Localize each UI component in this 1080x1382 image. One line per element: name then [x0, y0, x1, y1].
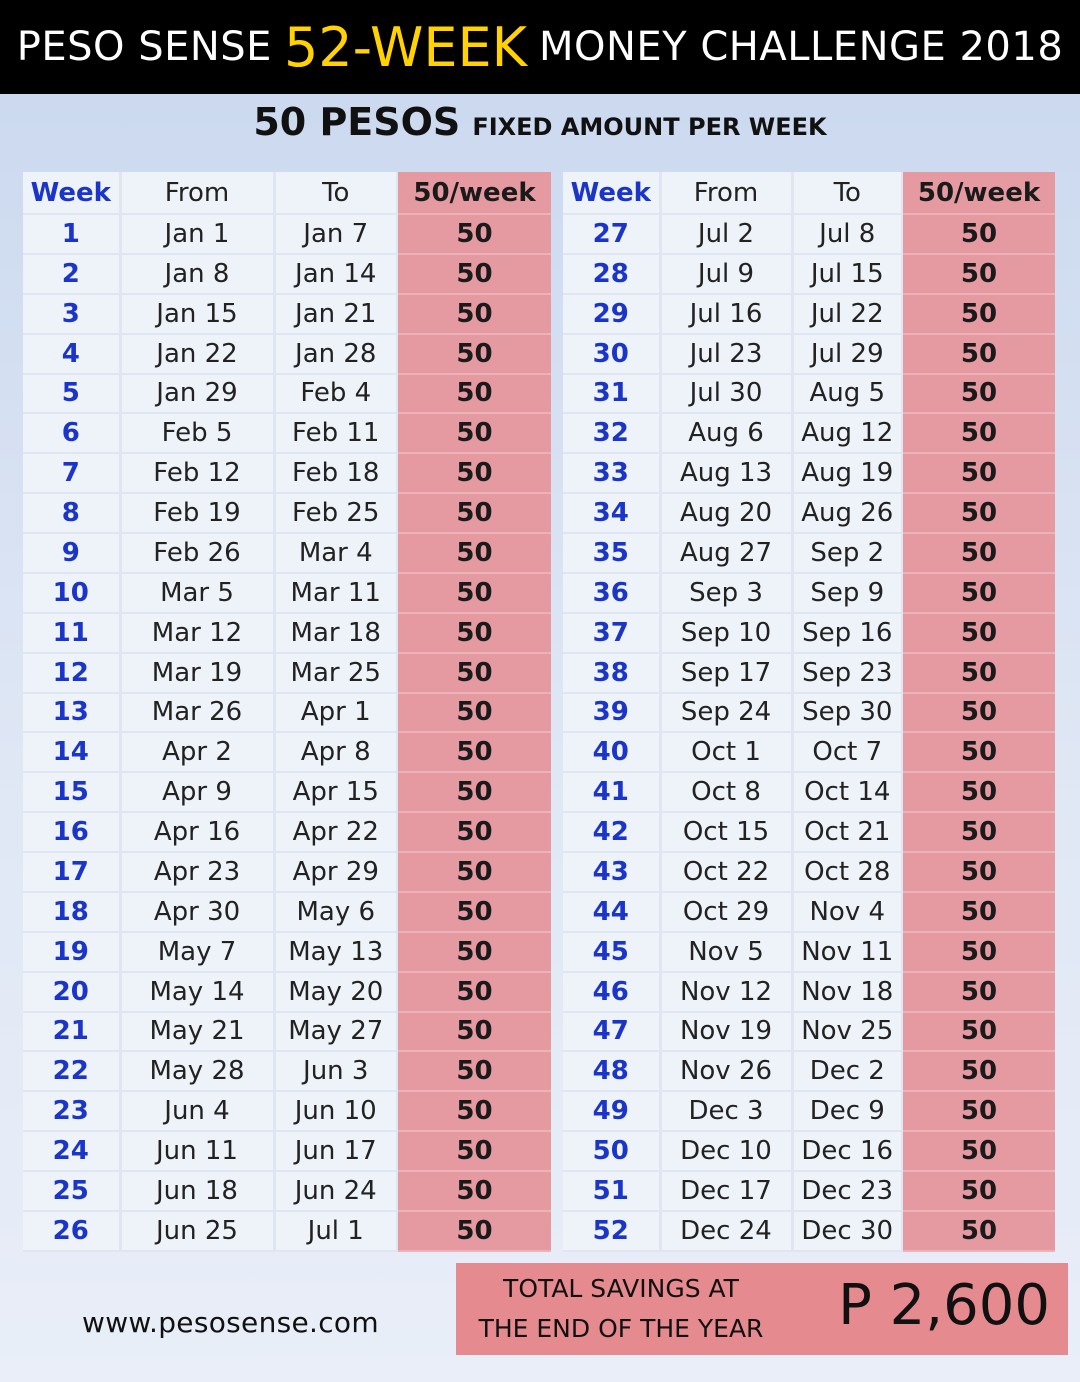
week-number: 13 — [23, 693, 120, 733]
week-from: Sep 3 — [660, 573, 792, 613]
week-amount: 50 — [902, 653, 1055, 693]
week-amount: 50 — [397, 453, 551, 493]
table-row — [23, 732, 551, 772]
table-row — [563, 533, 1055, 573]
table-row — [563, 1211, 1055, 1251]
table-row — [563, 812, 1055, 852]
week-number: 48 — [563, 1051, 660, 1091]
week-from: Jul 30 — [660, 374, 792, 414]
week-from: Jul 16 — [660, 294, 792, 334]
week-amount: 50 — [902, 732, 1055, 772]
total-savings-value: P 2,600 — [838, 1273, 1050, 1338]
week-from: Jun 25 — [120, 1211, 274, 1251]
week-to: May 13 — [274, 932, 397, 972]
week-amount: 50 — [397, 1211, 551, 1251]
header-amount: 50/week — [397, 172, 551, 214]
week-from: Oct 29 — [660, 892, 792, 932]
table-row — [563, 732, 1055, 772]
week-from: May 21 — [120, 1012, 274, 1052]
total-label-line2: THE END OF THE YEAR — [478, 1314, 764, 1343]
week-number: 15 — [23, 772, 120, 812]
week-to: Sep 23 — [792, 653, 902, 693]
week-amount: 50 — [397, 1131, 551, 1171]
week-from: Apr 2 — [120, 732, 274, 772]
table-row — [563, 413, 1055, 453]
banner-suffix: MONEY CHALLENGE 2018 — [539, 24, 1064, 70]
table-row — [563, 493, 1055, 533]
week-from: Jun 18 — [120, 1171, 274, 1211]
week-from: Dec 24 — [660, 1211, 792, 1251]
table-row — [23, 493, 551, 533]
table-row — [23, 1131, 551, 1171]
week-number: 51 — [563, 1171, 660, 1211]
week-amount: 50 — [902, 1051, 1055, 1091]
week-to: Oct 28 — [792, 852, 902, 892]
week-to: Feb 18 — [274, 453, 397, 493]
table-row — [23, 812, 551, 852]
week-number: 46 — [563, 972, 660, 1012]
week-to: Aug 12 — [792, 413, 902, 453]
week-to: Jan 28 — [274, 334, 397, 374]
table-row — [23, 453, 551, 493]
week-to: Dec 30 — [792, 1211, 902, 1251]
week-number: 10 — [23, 573, 120, 613]
table-row — [23, 1091, 551, 1131]
table-row — [563, 453, 1055, 493]
table-row — [563, 374, 1055, 414]
week-from: May 7 — [120, 932, 274, 972]
week-from: Mar 12 — [120, 613, 274, 653]
week-amount: 50 — [902, 852, 1055, 892]
banner-highlight: 52-WEEK — [283, 15, 528, 79]
week-number: 42 — [563, 812, 660, 852]
week-number: 43 — [563, 852, 660, 892]
week-to: May 6 — [274, 892, 397, 932]
week-from: Jul 2 — [660, 214, 792, 254]
subtitle-description: FIXED AMOUNT PER WEEK — [472, 113, 827, 141]
week-to: Oct 21 — [792, 812, 902, 852]
subtitle-amount: 50 PESOS — [253, 100, 461, 144]
week-from: Jan 29 — [120, 374, 274, 414]
week-from: Feb 5 — [120, 413, 274, 453]
week-to: Nov 11 — [792, 932, 902, 972]
week-to: Dec 2 — [792, 1051, 902, 1091]
week-from: Jan 22 — [120, 334, 274, 374]
week-amount: 50 — [397, 613, 551, 653]
week-from: Mar 5 — [120, 573, 274, 613]
week-from: Apr 23 — [120, 852, 274, 892]
week-number: 8 — [23, 493, 120, 533]
week-to: Jan 14 — [274, 254, 397, 294]
week-amount: 50 — [902, 613, 1055, 653]
week-from: Dec 10 — [660, 1131, 792, 1171]
week-number: 38 — [563, 653, 660, 693]
week-amount: 50 — [902, 1211, 1055, 1251]
week-number: 36 — [563, 573, 660, 613]
table-row — [23, 693, 551, 733]
week-amount: 50 — [397, 812, 551, 852]
week-amount: 50 — [397, 932, 551, 972]
table-row — [563, 892, 1055, 932]
week-number: 37 — [563, 613, 660, 653]
week-from: Feb 26 — [120, 533, 274, 573]
week-from: Nov 19 — [660, 1012, 792, 1052]
week-number: 33 — [563, 453, 660, 493]
week-to: Feb 11 — [274, 413, 397, 453]
week-from: Jan 8 — [120, 254, 274, 294]
week-number: 40 — [563, 732, 660, 772]
table-row — [563, 693, 1055, 733]
week-to: Nov 25 — [792, 1012, 902, 1052]
week-amount: 50 — [397, 493, 551, 533]
week-number: 14 — [23, 732, 120, 772]
week-to: Sep 9 — [792, 573, 902, 613]
week-from: Jul 23 — [660, 334, 792, 374]
table-header-row — [563, 172, 1055, 214]
week-from: Jun 11 — [120, 1131, 274, 1171]
week-amount: 50 — [397, 1051, 551, 1091]
week-number: 31 — [563, 374, 660, 414]
week-number: 52 — [563, 1211, 660, 1251]
week-to: Jul 8 — [792, 214, 902, 254]
week-number: 30 — [563, 334, 660, 374]
week-to: Oct 7 — [792, 732, 902, 772]
week-amount: 50 — [397, 772, 551, 812]
table-row — [23, 892, 551, 932]
week-amount: 50 — [902, 693, 1055, 733]
week-number: 47 — [563, 1012, 660, 1052]
week-number: 34 — [563, 493, 660, 533]
week-from: Feb 19 — [120, 493, 274, 533]
table-row — [563, 1091, 1055, 1131]
table-row — [23, 533, 551, 573]
week-to: Jul 22 — [792, 294, 902, 334]
table-row — [563, 573, 1055, 613]
week-from: May 14 — [120, 972, 274, 1012]
week-to: Oct 14 — [792, 772, 902, 812]
week-amount: 50 — [397, 1091, 551, 1131]
week-from: Aug 27 — [660, 533, 792, 573]
week-from: Sep 17 — [660, 653, 792, 693]
week-to: Jan 21 — [274, 294, 397, 334]
table-row — [23, 852, 551, 892]
week-amount: 50 — [902, 932, 1055, 972]
week-number: 12 — [23, 653, 120, 693]
table-row — [23, 214, 551, 254]
week-from: Feb 12 — [120, 453, 274, 493]
week-from: Aug 20 — [660, 493, 792, 533]
table-row — [563, 214, 1055, 254]
header-amount: 50/week — [902, 172, 1055, 214]
table-row — [23, 1171, 551, 1211]
header-from: From — [660, 172, 792, 214]
table-row — [563, 613, 1055, 653]
week-from: Oct 22 — [660, 852, 792, 892]
week-number: 23 — [23, 1091, 120, 1131]
total-savings-label — [456, 1269, 786, 1349]
week-number: 3 — [23, 294, 120, 334]
table-row — [563, 653, 1055, 693]
table-row — [23, 1051, 551, 1091]
table-row — [563, 334, 1055, 374]
week-to: Jul 1 — [274, 1211, 397, 1251]
week-amount: 50 — [397, 732, 551, 772]
week-from: Aug 6 — [660, 413, 792, 453]
header-from: From — [120, 172, 274, 214]
table-row — [563, 772, 1055, 812]
week-amount: 50 — [397, 254, 551, 294]
table-row — [563, 972, 1055, 1012]
week-amount: 50 — [397, 693, 551, 733]
schedule-table-right — [563, 172, 1055, 1252]
week-from: Jan 1 — [120, 214, 274, 254]
week-to: Feb 25 — [274, 493, 397, 533]
total-savings-box — [456, 1263, 1068, 1355]
week-to: Sep 16 — [792, 613, 902, 653]
table-row — [563, 1131, 1055, 1171]
week-to: Dec 23 — [792, 1171, 902, 1211]
week-to: Jan 7 — [274, 214, 397, 254]
table-row — [23, 613, 551, 653]
week-to: Jun 3 — [274, 1051, 397, 1091]
week-from: Oct 8 — [660, 772, 792, 812]
week-from: Oct 1 — [660, 732, 792, 772]
week-amount: 50 — [902, 772, 1055, 812]
week-number: 17 — [23, 852, 120, 892]
week-to: Mar 4 — [274, 533, 397, 573]
week-number: 5 — [23, 374, 120, 414]
week-from: Mar 19 — [120, 653, 274, 693]
week-number: 1 — [23, 214, 120, 254]
table-row — [563, 1051, 1055, 1091]
week-number: 18 — [23, 892, 120, 932]
week-from: Aug 13 — [660, 453, 792, 493]
title-banner — [0, 0, 1080, 94]
table-row — [23, 334, 551, 374]
week-number: 25 — [23, 1171, 120, 1211]
week-amount: 50 — [397, 214, 551, 254]
table-row — [23, 1211, 551, 1251]
subtitle — [0, 100, 1080, 152]
week-amount: 50 — [397, 892, 551, 932]
week-to: Sep 2 — [792, 533, 902, 573]
table-row — [23, 972, 551, 1012]
week-to: Apr 29 — [274, 852, 397, 892]
week-to: Apr 22 — [274, 812, 397, 852]
week-number: 49 — [563, 1091, 660, 1131]
week-to: May 27 — [274, 1012, 397, 1052]
week-number: 21 — [23, 1012, 120, 1052]
week-number: 6 — [23, 413, 120, 453]
week-number: 24 — [23, 1131, 120, 1171]
week-amount: 50 — [397, 374, 551, 414]
week-number: 35 — [563, 533, 660, 573]
week-amount: 50 — [902, 374, 1055, 414]
table-row — [563, 254, 1055, 294]
week-to: Jul 15 — [792, 254, 902, 294]
week-amount: 50 — [902, 892, 1055, 932]
week-from: Jul 9 — [660, 254, 792, 294]
week-amount: 50 — [902, 1131, 1055, 1171]
week-to: Mar 11 — [274, 573, 397, 613]
week-amount: 50 — [902, 812, 1055, 852]
week-amount: 50 — [397, 852, 551, 892]
header-week: Week — [563, 172, 660, 214]
table-row — [23, 573, 551, 613]
week-amount: 50 — [397, 573, 551, 613]
week-from: Dec 3 — [660, 1091, 792, 1131]
week-amount: 50 — [902, 1091, 1055, 1131]
week-number: 45 — [563, 932, 660, 972]
header-to: To — [274, 172, 397, 214]
table-row — [23, 294, 551, 334]
week-from: Dec 17 — [660, 1171, 792, 1211]
week-amount: 50 — [902, 533, 1055, 573]
week-to: Dec 16 — [792, 1131, 902, 1171]
header-to: To — [792, 172, 902, 214]
week-from: Nov 26 — [660, 1051, 792, 1091]
week-amount: 50 — [902, 334, 1055, 374]
week-to: Mar 25 — [274, 653, 397, 693]
week-amount: 50 — [902, 1012, 1055, 1052]
week-to: Jun 10 — [274, 1091, 397, 1131]
week-amount: 50 — [902, 573, 1055, 613]
website-link[interactable]: www.pesosense.com — [82, 1306, 379, 1339]
week-from: Oct 15 — [660, 812, 792, 852]
week-number: 7 — [23, 453, 120, 493]
table-row — [563, 932, 1055, 972]
table-row — [563, 852, 1055, 892]
table-row — [23, 413, 551, 453]
week-to: Mar 18 — [274, 613, 397, 653]
week-amount: 50 — [397, 1171, 551, 1211]
week-to: Jun 17 — [274, 1131, 397, 1171]
week-number: 41 — [563, 772, 660, 812]
week-to: Nov 4 — [792, 892, 902, 932]
week-to: Jul 29 — [792, 334, 902, 374]
week-from: Nov 5 — [660, 932, 792, 972]
week-to: Apr 8 — [274, 732, 397, 772]
banner-prefix: PESO SENSE — [16, 24, 272, 70]
week-number: 19 — [23, 932, 120, 972]
week-amount: 50 — [902, 493, 1055, 533]
week-number: 16 — [23, 812, 120, 852]
week-to: Sep 30 — [792, 693, 902, 733]
week-to: Aug 26 — [792, 493, 902, 533]
table-row — [563, 1012, 1055, 1052]
week-number: 20 — [23, 972, 120, 1012]
week-number: 27 — [563, 214, 660, 254]
week-amount: 50 — [397, 653, 551, 693]
week-to: Aug 5 — [792, 374, 902, 414]
week-number: 44 — [563, 892, 660, 932]
table-row — [563, 294, 1055, 334]
week-amount: 50 — [902, 1171, 1055, 1211]
table-row — [23, 1012, 551, 1052]
week-number: 39 — [563, 693, 660, 733]
week-amount: 50 — [397, 413, 551, 453]
week-to: May 20 — [274, 972, 397, 1012]
week-number: 32 — [563, 413, 660, 453]
table-row — [23, 932, 551, 972]
week-to: Aug 19 — [792, 453, 902, 493]
week-number: 11 — [23, 613, 120, 653]
week-to: Apr 15 — [274, 772, 397, 812]
week-number: 29 — [563, 294, 660, 334]
week-from: May 28 — [120, 1051, 274, 1091]
week-from: Sep 24 — [660, 693, 792, 733]
week-from: Apr 30 — [120, 892, 274, 932]
header-week: Week — [23, 172, 120, 214]
week-amount: 50 — [902, 254, 1055, 294]
week-from: Apr 16 — [120, 812, 274, 852]
week-amount: 50 — [397, 1012, 551, 1052]
week-number: 26 — [23, 1211, 120, 1251]
week-number: 4 — [23, 334, 120, 374]
week-number: 9 — [23, 533, 120, 573]
total-label-line1: TOTAL SAVINGS AT — [503, 1274, 739, 1303]
table-row — [23, 653, 551, 693]
week-from: Jan 15 — [120, 294, 274, 334]
week-amount: 50 — [397, 334, 551, 374]
table-header-row — [23, 172, 551, 214]
table-row — [563, 1171, 1055, 1211]
week-number: 22 — [23, 1051, 120, 1091]
schedule-table-left — [23, 172, 551, 1252]
week-amount: 50 — [902, 972, 1055, 1012]
week-number: 28 — [563, 254, 660, 294]
week-from: Jun 4 — [120, 1091, 274, 1131]
week-to: Dec 9 — [792, 1091, 902, 1131]
week-from: Sep 10 — [660, 613, 792, 653]
week-amount: 50 — [397, 972, 551, 1012]
table-row — [23, 254, 551, 294]
week-to: Apr 1 — [274, 693, 397, 733]
week-amount: 50 — [902, 294, 1055, 334]
week-amount: 50 — [902, 214, 1055, 254]
table-row — [23, 772, 551, 812]
week-to: Feb 4 — [274, 374, 397, 414]
week-number: 2 — [23, 254, 120, 294]
week-from: Mar 26 — [120, 693, 274, 733]
week-amount: 50 — [902, 453, 1055, 493]
week-to: Jun 24 — [274, 1171, 397, 1211]
week-number: 50 — [563, 1131, 660, 1171]
week-amount: 50 — [397, 294, 551, 334]
table-row — [23, 374, 551, 414]
week-from: Nov 12 — [660, 972, 792, 1012]
week-amount: 50 — [397, 533, 551, 573]
week-amount: 50 — [902, 413, 1055, 453]
week-from: Apr 9 — [120, 772, 274, 812]
week-to: Nov 18 — [792, 972, 902, 1012]
